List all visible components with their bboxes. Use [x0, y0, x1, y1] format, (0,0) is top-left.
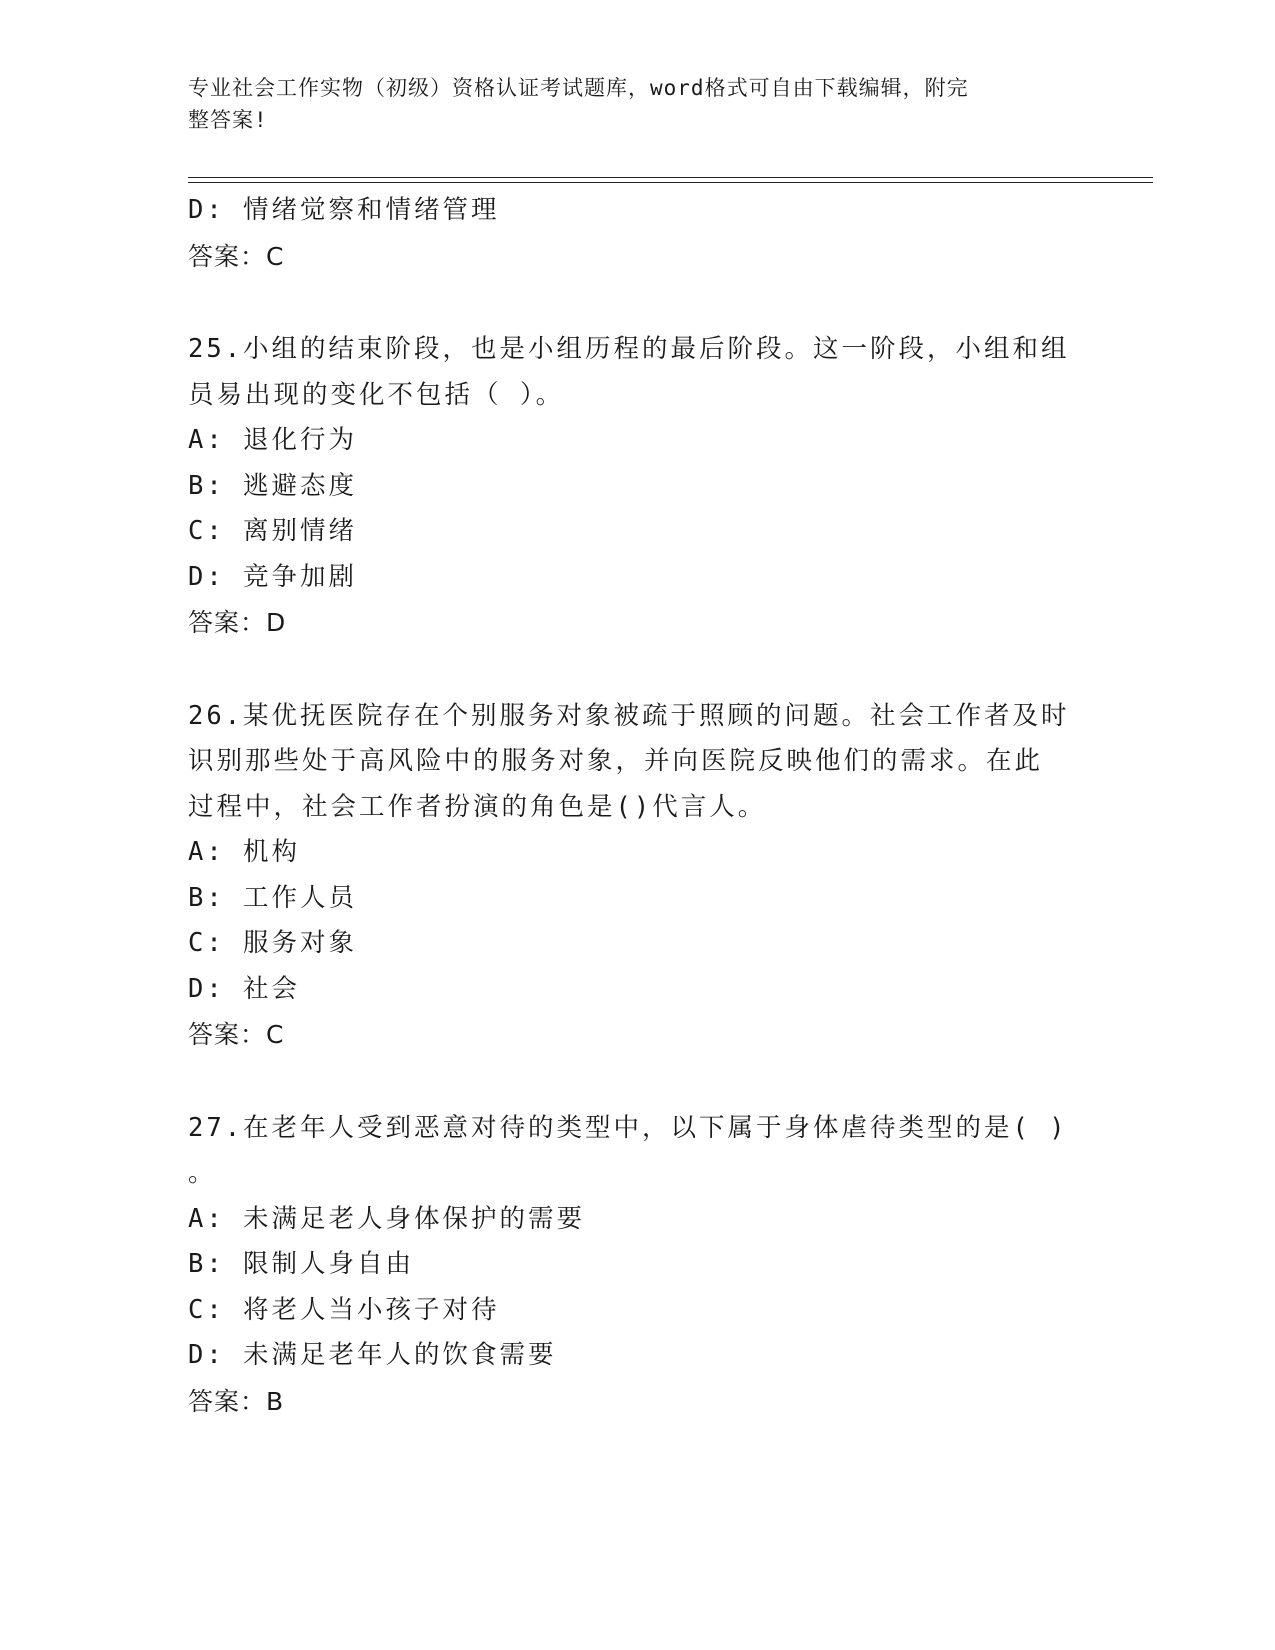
- option-c: C: 服务对象: [188, 928, 358, 958]
- document-header: [188, 72, 1068, 136]
- option-d: D: 未满足老年人的饮食需要: [188, 1340, 557, 1370]
- answer-line: 答案：B: [188, 1386, 285, 1416]
- option-b: B: 限制人身自由: [188, 1249, 415, 1279]
- question-stem-line: 27.在老年人受到恶意对待的类型中，以下属于身体虐待类型的是( ): [188, 1112, 1068, 1143]
- question-26: [188, 694, 1088, 1058]
- question-27: [188, 1106, 1088, 1425]
- option-c: C: 将老人当小孩子对待: [188, 1294, 500, 1325]
- header-line-2: 整答案!: [188, 108, 268, 132]
- answer-line: 答案：D: [188, 608, 287, 637]
- option-a: A: 退化行为: [188, 425, 358, 455]
- prev-question: [188, 188, 1088, 279]
- question-25: [188, 327, 1088, 646]
- question-list: [188, 188, 1088, 1472]
- question-stem-line: 过程中，社会工作者扮演的角色是()代言人。: [188, 791, 767, 822]
- answer-line: 答案：C: [188, 1020, 285, 1049]
- header-divider-top: [188, 177, 1153, 178]
- question-stem-line: 。: [188, 1158, 217, 1188]
- option-d: D: 情绪觉察和情绪管理: [188, 195, 500, 225]
- option-a: A: 未满足老人身体保护的需要: [188, 1203, 586, 1234]
- header-line-1: 专业社会工作实物（初级）资格认证考试题库，word格式可自由下载编辑，附完: [188, 76, 969, 100]
- option-b: B: 逃避态度: [188, 470, 358, 501]
- option-d: D: 竞争加剧: [188, 561, 358, 592]
- option-c: C: 离别情绪: [188, 516, 358, 546]
- question-stem-line: 25.小组的结束阶段，也是小组历程的最后阶段。这一阶段，小组和组: [188, 334, 1070, 364]
- option-b: B: 工作人员: [188, 882, 358, 913]
- question-stem-line: 员易出现的变化不包括（ ）。: [188, 379, 565, 410]
- question-stem-line: 26.某优抚医院存在个别服务对象被疏于照顾的问题。社会工作者及时: [188, 700, 1070, 731]
- option-d: D: 社会: [188, 973, 301, 1004]
- answer-line: 答案：C: [188, 241, 285, 271]
- header-divider-bottom: [188, 182, 1153, 183]
- option-a: A: 机构: [188, 837, 301, 867]
- question-stem-line: 识别那些处于高风险中的服务对象，并向医院反映他们的需求。在此: [188, 746, 1044, 776]
